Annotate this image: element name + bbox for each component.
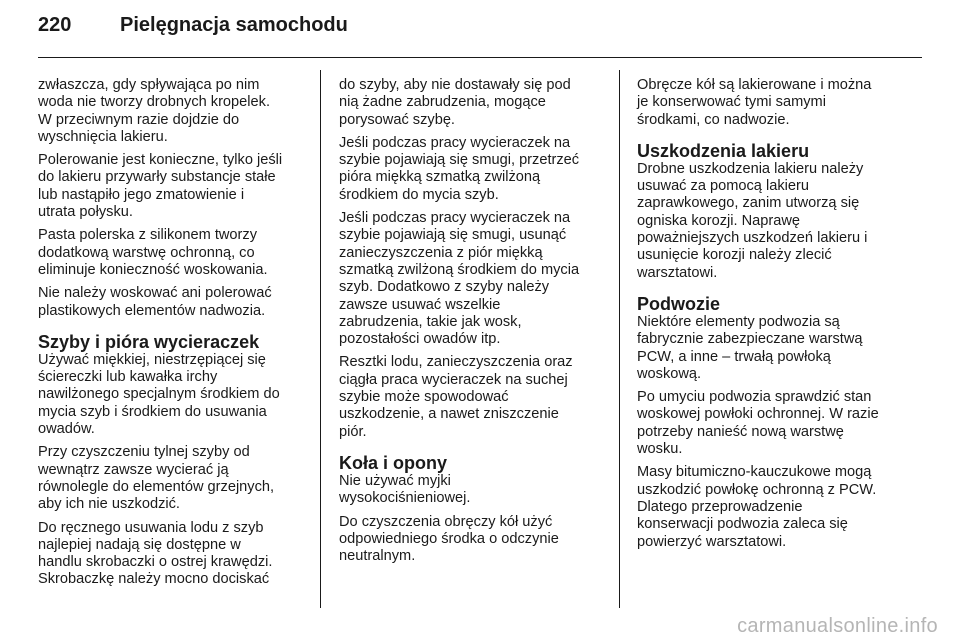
page-number: 220 (38, 14, 72, 36)
column-divider (320, 70, 321, 608)
paragraph: Polerowanie jest konieczne, tylko jeśli do lakieru przywarły substancje stałe lub nastąpiło jego zmatowienie i utrata połysku. (38, 152, 283, 221)
paragraph: Obręcze kół są lakierowane i można je konserwować tymi samymi środkami, co nadwozie. (637, 77, 872, 128)
paragraph: Resztki lodu, zanieczyszczenia oraz ciągła praca wycieraczek na suchej szybie może spowodować uszkodzenie, a nawet zniszczenie piór. (339, 354, 573, 440)
paragraph: zwłaszcza, gdy spływająca po nim woda nie tworzy drobnych kropelek. W przeciwnym razie dojdzie do wyschnięcia lakieru. (38, 77, 270, 145)
paragraph: Drobne uszkodzenia lakieru należy usuwać za pomocą lakieru zaprawkowego, zanim utworzą się ogniska korozji. Naprawę poważniejszych uszkodzeń lakieru i usunięcie korozji należy zlecić warsztatowi. (637, 160, 868, 281)
paragraph: Używać miękkiej, niestrzępiącej się ściereczki lub kawałka irchy nawilżonego specjalnym środkiem do mycia szyb i środkiem do usuwania owadów. (38, 351, 280, 438)
watermark: carmanualsonline.info (737, 615, 938, 637)
paragraph: Do czyszczenia obręczy kół użyć odpowiedniego środka o odczynie neutralnym. (339, 513, 559, 565)
paragraph: Masy bitumiczno-kauczukowe mogą uszkodzić powłokę ochronną z PCW. Dlatego przeprowadzenie konserwacji podwozia zaleca się powierzyć warsztatowi. (637, 464, 877, 550)
paragraph: Niektóre elementy podwozia są fabrycznie zabezpieczane warstwą PCW, a inne – trwałą powłoką woskową. (637, 313, 863, 382)
header-rule (38, 57, 922, 58)
paragraph: Pasta polerska z silikonem tworzy dodatkową warstwę ochronną, co eliminuje konieczność woskowania. (38, 227, 268, 278)
paragraph: Po umyciu podwozia sprawdzić stan woskowej powłoki ochronnej. W razie potrzeby nanieść nową warstwę wosku. (637, 389, 879, 458)
column-middle (339, 77, 607, 571)
column-right (637, 77, 905, 557)
paragraph: do szyby, aby nie dostawały się pod nią żadne zabrudzenia, mogące porysować szybę. (339, 77, 571, 128)
paragraph: Nie używać myjki wysokociśnieniowej. (339, 472, 471, 507)
paragraph: Przy czyszczeniu tylnej szyby od wewnątrz zawsze wycierać ją równolegle do elementów grzejnych, aby ich nie uszkodzić. (38, 444, 275, 513)
column-divider (619, 70, 620, 608)
paragraph: Jeśli podczas pracy wycieraczek na szybie pojawiają się smugi, przetrzeć pióra miękką szmatką zwilżoną środkiem do mycia szyb. (339, 134, 580, 203)
section-heading: Szyby i pióra wycieraczek (38, 331, 260, 352)
paragraph: Do ręcznego usuwania lodu z szyb najlepiej nadają się dostępne w handlu skrobaczki o ostrej krawędzi. Skrobaczkę należy mocno dociskać (38, 519, 273, 588)
column-left (38, 77, 306, 595)
section-heading: Koła i opony (339, 452, 447, 473)
paragraph: Jeśli podczas pracy wycieraczek na szybie pojawiają się smugi, usunąć zanieczyszczenia z piór miękką szmatką zwilżoną środkiem do mycia szyb. Dodatkowo z szyby należy zawsze usuwać wszelkie zabrudzenia, takie jak wosk, pozostałości owadów itp. (339, 210, 580, 348)
paragraph: Nie należy woskować ani polerować plastikowych elementów nadwozia. (38, 285, 272, 319)
section-heading: Uszkodzenia lakieru (637, 140, 810, 161)
page-header (38, 14, 348, 50)
page-title: Pielęgnacja samochodu (120, 14, 348, 36)
section-heading: Podwozie (637, 293, 721, 314)
